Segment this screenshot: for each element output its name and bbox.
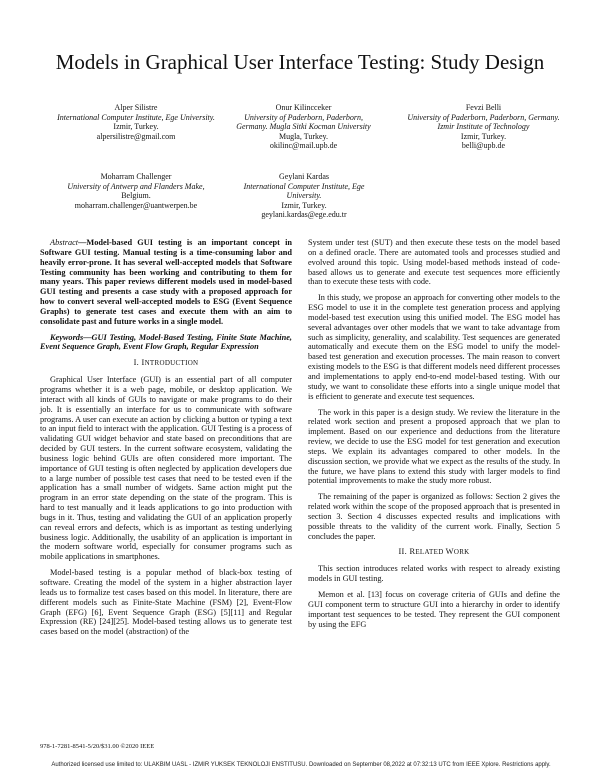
paper-title: Models in Graphical User Interface Testing: Study Design [55, 50, 545, 74]
author-email: geylani.kardas@ege.edu.tr [261, 210, 347, 220]
author-name: Moharram Challenger [100, 172, 172, 181]
paragraph: The remaining of the paper is organized as follows: Section 2 gives the related work within the scope of the proposed approach that is presented in section 3. Section 4 discusses expected results and implications with possible threats to the validity of the current work. Finally, Section 5 concludes the paper. [308, 492, 560, 541]
paragraph: Memon et al. [13] focus on coverage criteria of GUIs and define the GUI component term to structure GUI into a hierarchy in order to identify important test sequences to be tested. They represent the GUI component by using the EFG [308, 590, 560, 629]
author-location: Mugla, Turkey. [278, 131, 329, 141]
author-affiliation: University of Antwerp and Flanders Make, [67, 181, 205, 191]
author-4 [46, 172, 226, 210]
author-3 [406, 103, 561, 151]
section-heading-related-work: II. RELATED WORK [398, 547, 470, 557]
author-affiliation: University of Paderborn, Paderborn, Germany. Mugla Sitki Kocman University [236, 112, 371, 132]
author-location: Izmir, Turkey. [460, 131, 507, 141]
author-email: alpersilistre@gmail.com [96, 131, 176, 141]
author-location: Izmir, Turkey. [113, 122, 159, 132]
paragraph: System under test (SUT) and then execute these tests on the model based on a defined oracle. There are automated tools and processes studied and evolved around this topic. Using model-based methods instead of code-based allows us to generate and execute test sequences more efficiently than to execute these tests with code. [308, 238, 560, 287]
left-column [40, 238, 292, 643]
author-1 [52, 103, 220, 141]
author-name: Geylani Kardas [279, 172, 329, 181]
author-affiliation: International Computer Institute, Ege University. [57, 112, 215, 122]
author-2 [231, 103, 376, 151]
paragraph: In this study, we propose an approach for converting other models to the ESG model to use it in the complete test generation process and applying model-based test execution using this unified model. The ESG model has several advantages over other models that we want to take advantage from such as simplicity, generality, and scalability. Test sequences are generated automatically and execute them on the ESG model to unify the model-based test generation and execution processes. The main reason to convert existing models to the ESG is that different models need different processes and implementations to apply end-to-end model-based testing. With our study, we want to consolidate these efforts into a single unique model that is efficient to generate and execute test sequences. [308, 293, 560, 401]
paragraph: Model-based testing is a popular method of black-box testing of software. Creating the model of the system in a higher abstraction layer leads us to formalize test cases based on this model. In literature, there are different models such as Finite-State Machine (FSM) [2], Event-Flow Graph (EFG) [6], Event Sequence Graph (ESG) [5][11] and Regular Expression (RE) [24][25]. Model-based testing allows us to generate test cases based on the model (abstraction) of the [40, 568, 292, 637]
author-location: Belgium. [121, 191, 151, 201]
author-5 [226, 172, 382, 220]
section-heading-introduction: I. INTRODUCTION [133, 358, 199, 368]
right-column [308, 238, 560, 635]
author-email: moharram.challenger@uantwerpen.be [74, 200, 198, 210]
paragraph: Graphical User Interface (GUI) is an essential part of all computer programs whether it is a web page, mobile, or desktop application. We interact with all kinds of GUIs to navigate or make programs to do their job. It is essentially an interface for us to communicate with software programs. A user can execute an action by clicking a button or typing a text to an input field to interact with the application. GUI Testing is a process of validating GUI widget behavior and state based on preconditions that are decided by GUI testers. In the current software ecosystem, validating the business logic behind GUIs are often considered more important. The importance of GUI testing is often neglected by application developers due to a large number of possible test cases that need to be tested even if the application has a small number of widgets. Same action might put the program in an error state depending on the state of the program. This is hard to test manually and it leads applications to go into production with bugs in it. Thus, testing and validating the GUI of an application properly can reveal errors and defects, which is as important as testing underlying business logic. Additionally, the usability of an application is important in the modern software world, especially for consumer programs such as mobile applications in smartphones. [40, 375, 292, 562]
license-footer: Authorized licensed use limited to: ULAKBIM UASL - IZMIR YUKSEK TEKNOLOJI ENSTITUSU. Downloaded on September 08,2022 at 07:32:13 UTC from IEEE Xplore. Restrictions apply. [51, 762, 551, 768]
author-email: okilinc@mail.upb.de [269, 141, 338, 151]
author-affiliation: International Computer Institute, Ege University. [243, 181, 365, 201]
abstract-label: Abstract [50, 238, 79, 247]
author-name: Fevzi Belli [465, 103, 502, 112]
abstract-text: —Model-based GUI testing is an important concept in Software GUI testing. Manual testing is a time-consuming labor and heavily error-prone. It has several well-accepted models that Software Testing community has been working and contributing to them for many years. This paper reviews different models used in model-based GUI testing and presents a case study with a proposed approach for how to convert several well-accepted models to ESG (Event Sequence Graphs) to generate test cases and execute them with an aim to consolidate past and future works in a single model. [40, 238, 292, 326]
copyright-notice: 978-1-7281-8541-5/20/$31.00 ©2020 IEEE [40, 743, 155, 750]
author-affiliation: University of Paderborn, Paderborn, Germany. Izmir Institute of Technology [407, 112, 560, 132]
paragraph: The work in this paper is a design study. We review the literature in the related work section and present a proposed approach that we plan to implement. Based on our experience and deductions from the literature review, we decide to use the ESG model for test generation and execution steps. We explain its advantages compared to other models. In the discussion section, we provide what we expect as the results of the study. In the future, we have plans to extend this study with larger models to find potential improvements to make the study more robust. [308, 407, 560, 486]
keywords: Keywords—GUI Testing, Model-Based Testing, Finite State Machine, Event Sequence Graph, Event Flow Graph, Regular Expression [40, 332, 292, 352]
abstract [40, 238, 292, 327]
author-name: Onur Kilincceker [275, 103, 332, 112]
author-email: belli@upb.de [461, 141, 506, 151]
paragraph: This section introduces related works with respect to already existing models in GUI testing. [308, 564, 560, 584]
author-location: Izmir, Turkey. [281, 200, 327, 210]
author-name: Alper Silistre [114, 103, 158, 112]
